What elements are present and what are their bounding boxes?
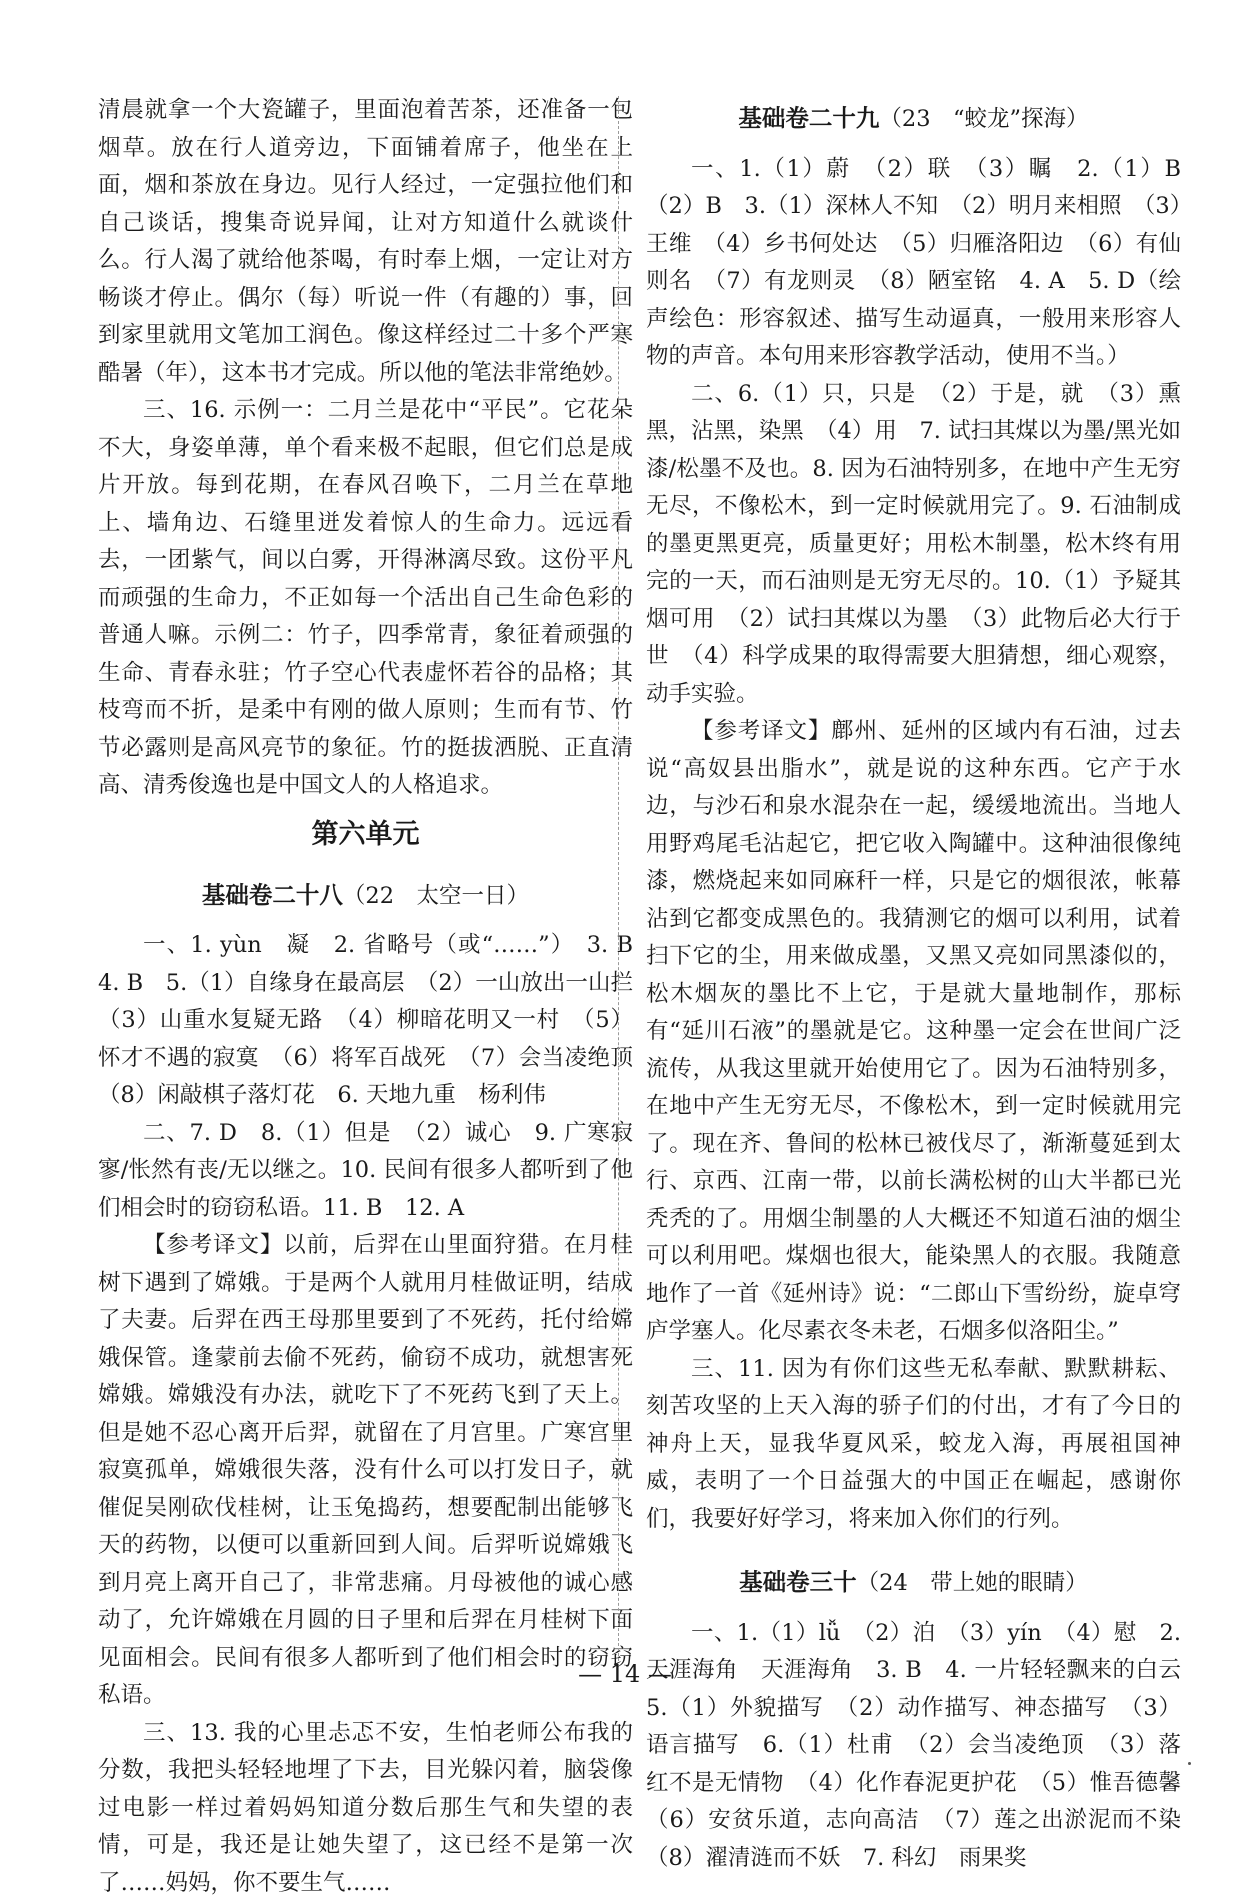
section-title-bold: 基础卷三十 xyxy=(739,1568,857,1596)
paragraph: 一、1.（1）lǚ （2）泊 （3）yín （4）慰 2. 天涯海角 天涯海角 3. B 4. 一片轻轻飘来的白云 5.（1）外貌描写 （2）动作描写、神态描写 （3）语言描写 6.（1）杜甫 （2）会当凌绝顶 （3）落红不是无情物 （4）化作春泥更护花 （5）惟吾德馨 （6）安贫乐道，志向高洁 （7）莲之出淤泥而不染 （8）濯清涟而不妖 7. 科幻 雨果奖 xyxy=(646,1615,1181,1878)
section-title-lesson: （23 “蛟龙”探海） xyxy=(879,106,1088,132)
section-title-bold: 基础卷二十九 xyxy=(738,104,879,132)
section-title-28 xyxy=(98,877,633,916)
unit-title: 第六单元 xyxy=(98,815,633,855)
paragraph: 清晨就拿一个大瓷罐子，里面泡着苦茶，还准备一包烟草。放在行人道旁边，下面铺着席子，他坐在上面，烟和茶放在身边。见行人经过，一定强拉他们和自己谈话，搜集奇说异闻，让对方知道什么就谈什么。行人渴了就给他茶喝，有时奉上烟，一定让对方畅谈才停止。偶尔（每）听说一件（有趣的）事，回到家里就用文笔加工润色。像这样经过二十多个严寒酷暑（年），这本书才完成。所以他的笔法非常绝妙。 xyxy=(98,92,633,392)
translation-paragraph: 【参考译文】以前，后羿在山里面狩猎。在月桂树下遇到了嫦娥。于是两个人就用月桂做证明，结成了夫妻。后羿在西王母那里要到了不死药，托付给嫦娥保管。逢蒙前去偷不死药，偷窃不成功，就想害死嫦娥。嫦娥没有办法，就吃下了不死药飞到了天上。但是她不忍心离开后羿，就留在了月宫里。广寒宫里寂寞孤单，嫦娥很失落，没有什么可以打发日子，就催促吴刚砍伐桂树，让玉兔捣药，想要配制出能够飞天的药物，以便可以重新回到人间。后羿听说嫦娥飞到月亮上离开自己了，非常悲痛。月母被他的诚心感动了，允许嫦娥在月圆的日子里和后羿在月桂树下面见面相会。民间有很多人都听到了他们相会时的窃窃私语。 xyxy=(98,1227,633,1715)
paragraph: 二、7. D 8.（1）但是 （2）诚心 9. 广寒寂寥/怅然有丧/无以继之。10. 民间有很多人都听到了他们相会时的窃窃私语。11. B 12. A xyxy=(98,1115,633,1228)
paragraph: 三、13. 我的心里忐忑不安，生怕老师公布我的分数，我把头轻轻地埋了下去，目光躲闪着，脑袋像过电影一样过着妈妈知道分数后那生气和失望的表情，可是，我还是让她失望了，这已经不是第一次了……妈妈，你不要生气…… xyxy=(98,1715,633,1902)
paragraph: 三、11. 因为有你们这些无私奉献、默默耕耘、刻苦攻坚的上天入海的骄子们的付出，才有了今日的神舟上天，显我华夏风采，蛟龙入海，再展祖国神威，表明了一个日益强大的中国正在崛起，感谢你们，我要好好学习，将来加入你们的行列。 xyxy=(646,1351,1181,1539)
right-column xyxy=(646,92,1181,1877)
section-title-lesson: （24 带上她的眼睛） xyxy=(857,1570,1088,1596)
paragraph: 一、1. yùn 凝 2. 省略号（或“……”） 3. B 4. B 5.（1）自缘身在最高层 （2）一山放出一山拦 （3）山重水复疑无路 （4）柳暗花明又一村 （5）怀才不遇的寂寞 （6）将军百战死 （7）会当凌绝顶 （8）闲敲棋子落灯花 6. 天地九重 杨利伟 xyxy=(98,927,633,1115)
section-title-29 xyxy=(646,100,1181,139)
print-dot xyxy=(1188,1762,1191,1765)
left-column xyxy=(98,92,633,1902)
section-title-30 xyxy=(646,1564,1181,1603)
page-number: — 14 — xyxy=(0,1660,1250,1688)
section-title-lesson: （22 太空一日） xyxy=(343,883,529,909)
paragraph: 一、1.（1）蔚 （2）联 （3）瞩 2.（1）B （2）B 3.（1）深林人不知 （2）明月来相照 （3）王维 （4）乡书何处达 （5）归雁洛阳边 （6）有仙则名 （7）有龙则灵 （8）陋室铭 4. A 5. D（绘声绘色：形容叙述、描写生动逼真，一般用来形容人物的声音。本句用来形容教学活动，使用不当。） xyxy=(646,151,1181,376)
column-divider xyxy=(618,96,619,1661)
paragraph: 三、16. 示例一：二月兰是花中“平民”。它花朵不大，身姿单薄，单个看来极不起眼，但它们总是成片开放。每到花期，在春风召唤下，二月兰在草地上、墙角边、石缝里迸发着惊人的生命力。远远看去，一团紫气，间以白雾，开得淋漓尽致。这份平凡而顽强的生命力，不正如每一个活出自己生命色彩的普通人嘛。示例二：竹子，四季常青，象征着顽强的生命、青春永驻；竹子空心代表虚怀若谷的品格；其枝弯而不折，是柔中有刚的做人原则；生而有节、竹节必露则是高风亮节的象征。竹的挺拔洒脱、正直清高、清秀俊逸也是中国文人的人格追求。 xyxy=(98,392,633,805)
section-title-bold: 基础卷二十八 xyxy=(202,881,343,909)
translation-paragraph: 【参考译文】鄜州、延州的区域内有石油，过去说“高奴县出脂水”，就是说的这种东西。它产于水边，与沙石和泉水混杂在一起，缓缓地流出。当地人用野鸡尾毛沾起它，把它收入陶罐中。这种油很像纯漆，燃烧起来如同麻秆一样，只是它的烟很浓，帐幕沾到它都变成黑色的。我猜测它的烟可以利用，试着扫下它的尘，用来做成墨，又黑又亮如同黑漆似的，松木烟灰的墨比不上它，于是就大量地制作，那标有“延川石液”的墨就是它。这种墨一定会在世间广泛流传，从我这里就开始使用它了。因为石油特别多，在地中产生无穷无尽，不像松木，到一定时候就用完了。现在齐、鲁间的松林已被伐尽了，渐渐蔓延到太行、京西、江南一带，以前长满松树的山大半都已光秃秃的了。用烟尘制墨的人大概还不知道石油的烟尘可以利用吧。煤烟也很大，能染黑人的衣服。我随意地作了一首《延州诗》说：“二郎山下雪纷纷，旋卓穹庐学塞人。化尽素衣冬未老，石烟多似洛阳尘。” xyxy=(646,713,1181,1351)
paragraph: 二、6.（1）只，只是 （2）于是，就 （3）熏黑，沾黑，染黑 （4）用 7. 试扫其煤以为墨/黑光如漆/松墨不及也。8. 因为石油特别多，在地中产生无穷无尽，不像松木，到一定时候就用完了。9. 石油制成的墨更黑更亮，质量更好；用松木制墨，松木终有用完的一天，而石油则是无穷无尽的。10.（1）予疑其烟可用 （2）试扫其煤以为墨 （3）此物后必大行于世 （4）科学成果的取得需要大胆猜想，细心观察，动手实验。 xyxy=(646,376,1181,714)
